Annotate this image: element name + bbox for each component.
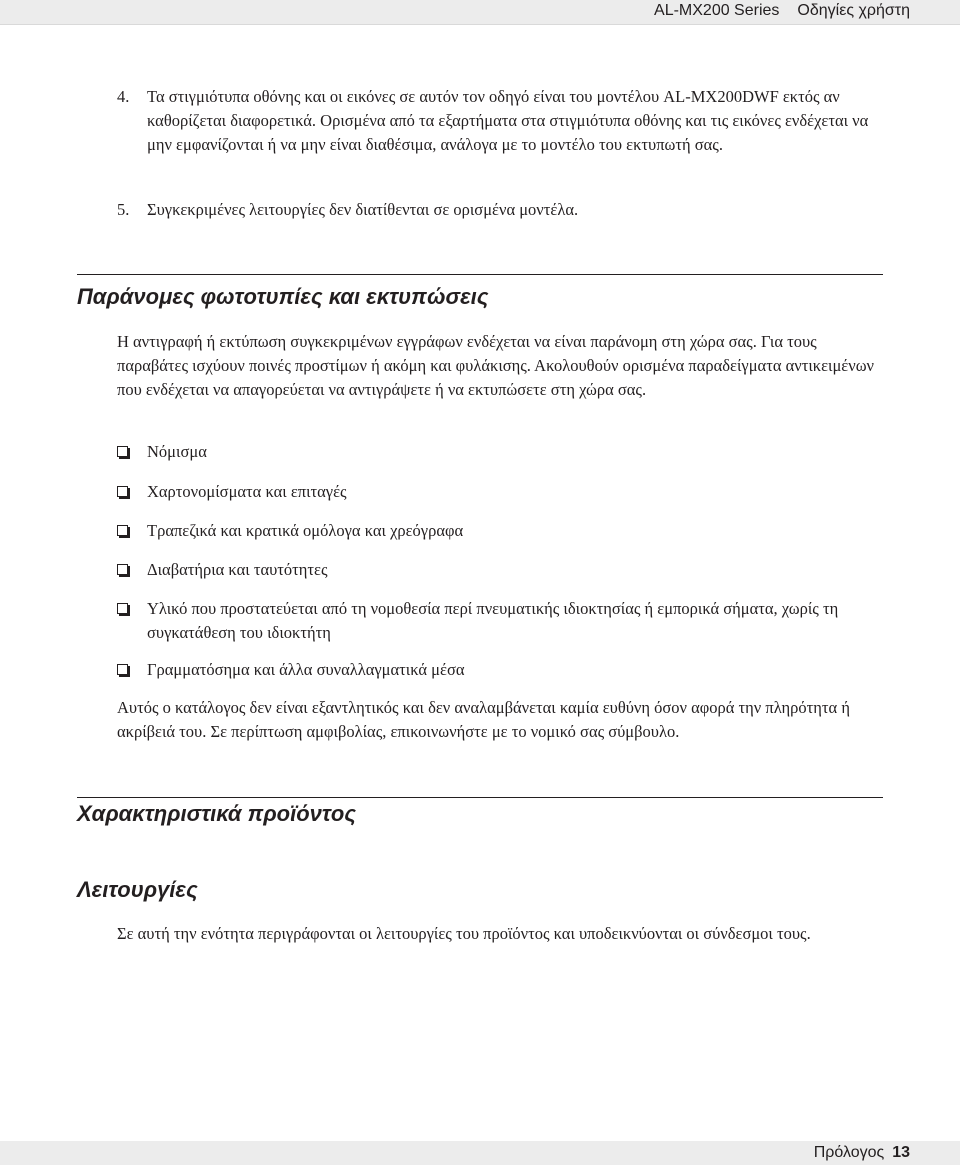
list-item-text: Χαρτονομίσματα και επιταγές: [147, 482, 347, 501]
list-item-text: Τραπεζικά και κρατικά ομόλογα και χρεόγραφα: [147, 521, 464, 540]
section-divider: [77, 797, 883, 798]
page-number: 13: [892, 1144, 910, 1161]
section-heading-product-features: Χαρακτηριστικά προϊόντος: [77, 801, 357, 826]
note-number: 5.: [117, 200, 130, 219]
illegal-copies-closing: Αυτός ο κατάλογος δεν είναι εξαντλητικός και δεν αναλαμβάνεται καμία ευθύνη όσον αφορά την πληρότητα ή ακρίβειά του. Σε περίπτωση αμφιβολίας, επικοινωνήστε με το νομικό σας σύμβουλο.: [117, 698, 850, 741]
checkbox-bullet-icon: [117, 486, 128, 497]
subsection-heading-functions: Λειτουργίες: [77, 877, 198, 902]
checkbox-bullet-icon: [117, 525, 128, 536]
list-item-text: Νόμισμα: [147, 442, 207, 461]
list-item: [117, 558, 897, 582]
header-guide-title: Οδηγίες χρήστη: [797, 2, 910, 19]
checkbox-bullet-icon: [117, 564, 128, 575]
list-item-text: Διαβατήρια και ταυτότητες: [147, 560, 328, 579]
header-product: AL-MX200 Series: [654, 2, 780, 19]
running-header: [0, 0, 960, 25]
list-item-text: Γραμματόσημα και άλλα συναλλαγματικά μέσα: [147, 660, 465, 679]
list-item: [117, 658, 897, 682]
list-item: [117, 440, 897, 464]
list-item: [117, 519, 897, 543]
list-item: [117, 597, 897, 645]
checkbox-bullet-icon: [117, 446, 128, 457]
section-divider: [77, 274, 883, 275]
functions-description: Σε αυτή την ενότητα περιγράφονται οι λειτουργίες του προϊόντος και υποδεικνύονται οι σύνδεσμοι τους.: [117, 924, 811, 943]
checkbox-bullet-icon: [117, 603, 128, 614]
list-item-text: Υλικό που προστατεύεται από τη νομοθεσία περί πνευματικής ιδιοκτησίας ή εμπορικά σήματα, χωρίς τη συγκατάθεση του ιδιοκτήτη: [147, 599, 839, 642]
note-item: [117, 198, 897, 222]
section-heading-illegal-copies: Παράνομες φωτοτυπίες και εκτυπώσεις: [77, 284, 489, 309]
note-text: Τα στιγμιότυπα οθόνης και οι εικόνες σε αυτόν τον οδηγό είναι του μοντέλου AL-MX200DWF εκτός αν καθορίζεται διαφορετικά. Ορισμένα από τα εξαρτήματα στα στιγμιότυπα οθόνης και τις εικόνες ενδέχεται να μην εμφανίζονται ή να μην είναι διαθέσιμα, ανάλογα με το μοντέλο του εκτυπωτή σας.: [147, 87, 869, 154]
checkbox-bullet-icon: [117, 664, 128, 675]
illegal-copies-intro: Η αντιγραφή ή εκτύπωση συγκεκριμένων εγγράφων ενδέχεται να είναι παράνομη στη χώρα σας. Για τους παραβάτες ισχύουν ποινές προστίμων ή ακόμη και φυλάκισης. Ακολουθούν ορισμένα παραδείγματα αντικειμένων που ενδέχεται να απαγορεύεται να αντιγράψετε ή να εκτυπώσετε στη χώρα σας.: [117, 332, 875, 399]
page-footer: [0, 1141, 960, 1165]
note-text: Συγκεκριμένες λειτουργίες δεν διατίθενται σε ορισμένα μοντέλα.: [147, 200, 579, 219]
header-text: [654, 0, 910, 22]
note-number: 4.: [117, 87, 130, 106]
list-item: [117, 480, 897, 504]
note-item: [117, 85, 897, 157]
footer-section-name: Πρόλογος: [813, 1144, 885, 1161]
